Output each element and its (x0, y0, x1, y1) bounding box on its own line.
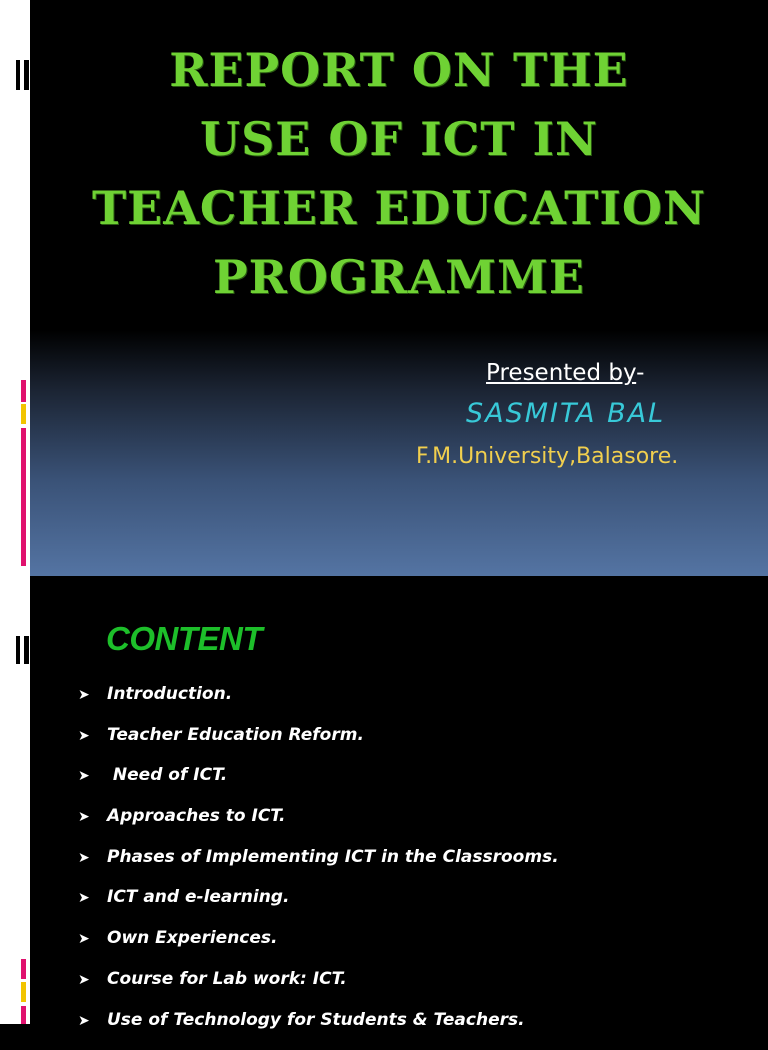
list-item (78, 765, 758, 806)
decorative-block (24, 636, 29, 664)
accent-bar-pink (21, 428, 26, 566)
list-item-text: Approaches to ICT. (107, 806, 285, 826)
slide-margin (0, 0, 30, 576)
list-item (78, 806, 758, 847)
presenter-name: SASMITA BAL (466, 398, 665, 429)
list-item-text: Own Experiences. (107, 928, 277, 948)
list-item-text: Course for Lab work: ICT. (107, 969, 347, 989)
accent-bar-yellow (21, 404, 26, 424)
accent-bar-pink (21, 380, 26, 402)
accent-bar-pink (21, 959, 26, 979)
arrowhead-bullet-icon: ➤ (78, 928, 107, 947)
list-item-text: Phases of Implementing ICT in the Classrooms. (107, 847, 559, 867)
list-item-text: Use of Technology for Students & Teachers. (107, 1010, 525, 1030)
decorative-block (16, 636, 20, 664)
title-line: PROGRAMME (30, 243, 768, 312)
slide-margin (0, 576, 30, 1024)
title-line: USE OF ICT IN (30, 105, 768, 174)
list-item-text: Introduction. (107, 684, 232, 704)
slide-title (30, 36, 768, 312)
list-item (78, 887, 758, 928)
arrowhead-bullet-icon: ➤ (78, 1010, 107, 1029)
decorative-block (16, 60, 20, 90)
arrowhead-bullet-icon: ➤ (78, 847, 107, 866)
list-item (78, 1010, 758, 1050)
content-list (78, 684, 758, 1050)
presented-by-dash: - (636, 360, 644, 386)
title-line: TEACHER EDUCATION (30, 174, 768, 243)
arrowhead-bullet-icon: ➤ (78, 806, 107, 825)
list-item (78, 684, 758, 725)
arrowhead-bullet-icon: ➤ (78, 725, 107, 744)
decorative-block (24, 60, 29, 90)
presented-by-label (486, 360, 644, 386)
list-item (78, 725, 758, 766)
arrowhead-bullet-icon: ➤ (78, 684, 107, 703)
accent-bar-yellow (21, 982, 26, 1002)
arrowhead-bullet-icon: ➤ (78, 969, 107, 988)
list-item (78, 969, 758, 1010)
arrowhead-bullet-icon: ➤ (78, 887, 107, 906)
affiliation: F.M.University,Balasore. (416, 444, 678, 469)
content-heading: CONTENT (106, 620, 262, 658)
list-item-text: Teacher Education Reform. (107, 725, 364, 745)
title-line: REPORT ON THE (30, 36, 768, 105)
list-item-text: Need of ICT. (107, 765, 227, 785)
list-item-text: ICT and e-learning. (107, 887, 289, 907)
accent-bar-pink (21, 1006, 26, 1024)
list-item (78, 928, 758, 969)
arrowhead-bullet-icon: ➤ (78, 765, 107, 784)
presented-by-text: Presented by (486, 360, 636, 386)
list-item (78, 847, 758, 888)
